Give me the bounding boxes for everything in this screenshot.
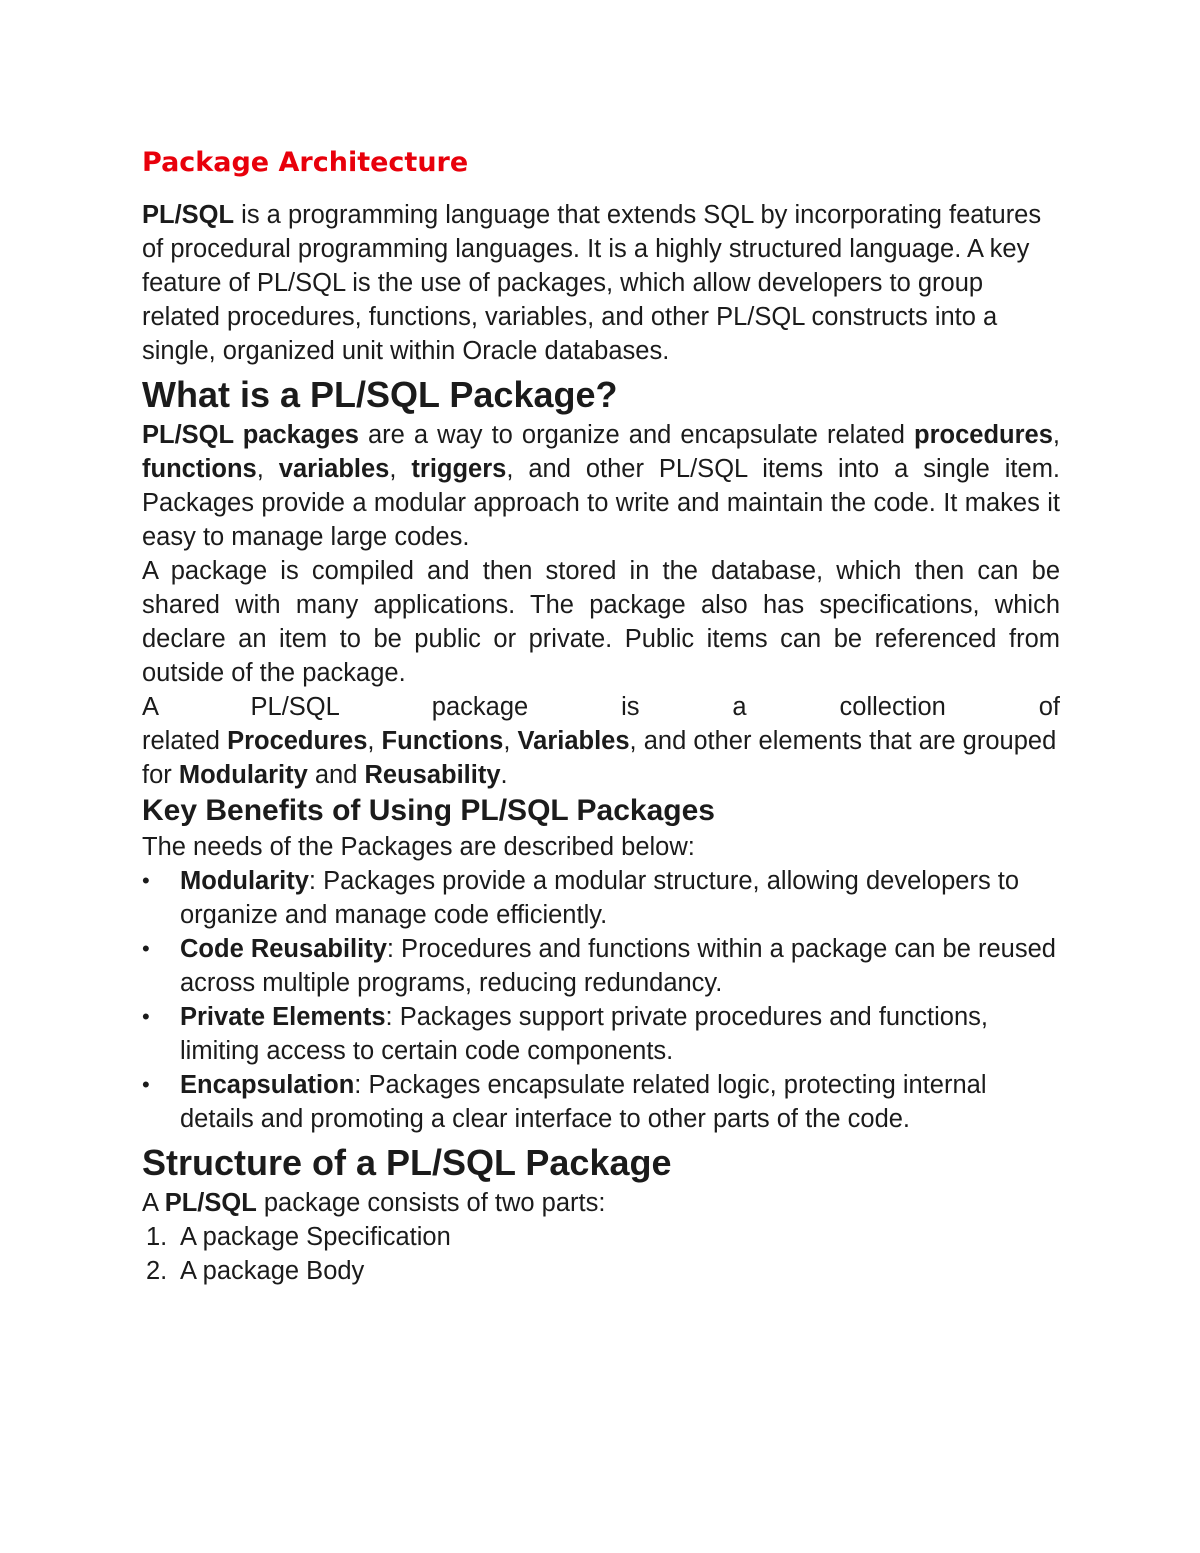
bold-term: Functions — [381, 727, 504, 755]
collection-line: A PL/SQL package is a collection of — [142, 693, 1060, 721]
list-item — [142, 932, 1060, 1000]
text-run: , — [256, 455, 279, 483]
text-run: , — [389, 455, 412, 483]
package-parts-list — [142, 1220, 1060, 1288]
text-run: , — [1052, 421, 1060, 449]
list-number: 2. — [146, 1257, 168, 1285]
text-run: A package Specification — [180, 1223, 451, 1251]
package-definition-paragraph — [142, 418, 1060, 554]
intro-text: is a programming language that extends SQL by incorporating features of procedural programming languages. It is a highly structured language. A key feature of PL/SQL is the use of packages, which allow developers to group related procedures, functions, variables, and other PL/SQL constructs into a single, organized unit within Oracle databases. — [142, 201, 1042, 365]
bold-term: PL/SQL packages — [142, 421, 359, 449]
list-item — [142, 1068, 1060, 1136]
text-run: , — [367, 727, 382, 755]
intro-paragraph — [142, 198, 1060, 368]
benefits-list — [142, 864, 1060, 1136]
bold-term: Modularity — [178, 761, 308, 789]
intro-bold-term: PL/SQL — [142, 201, 235, 229]
bold-term: Reusability — [364, 761, 501, 789]
text-run: are a way to organize and encapsulate related — [358, 421, 914, 449]
bold-term: Private Elements — [180, 1003, 386, 1031]
bold-term: Procedures — [227, 727, 368, 755]
text-run: . — [500, 761, 508, 789]
collection-paragraph — [142, 724, 1060, 792]
text-run: A — [142, 1189, 165, 1217]
bold-term: procedures — [914, 421, 1053, 449]
list-item — [142, 864, 1060, 932]
structure-intro — [142, 1186, 1060, 1220]
text-run: : Procedures and functions within a package can be reused across multiple programs, reducing redundancy. — [180, 935, 1056, 997]
bold-term: triggers — [411, 455, 507, 483]
document-title: Package Architecture — [142, 147, 469, 178]
bullet-icon: • — [142, 868, 150, 893]
benefits-intro: The needs of the Packages are described below: — [142, 833, 695, 861]
bold-term: Variables — [517, 727, 630, 755]
bullet-icon: • — [142, 1004, 150, 1029]
bold-term: functions — [142, 455, 257, 483]
bullet-icon: • — [142, 1072, 150, 1097]
bullet-icon: • — [142, 936, 150, 961]
text-run: : Packages encapsulate related logic, protecting internal details and promoting a clear interface to other parts of the code. — [180, 1071, 987, 1133]
bold-term: Encapsulation — [180, 1071, 355, 1099]
text-run: related — [142, 727, 228, 755]
document-page — [142, 138, 1060, 1288]
list-number: 1. — [146, 1223, 168, 1251]
section-heading-what-is-package: What is a PL/SQL Package? — [142, 374, 618, 415]
list-item — [142, 1254, 1060, 1288]
list-item — [142, 1220, 1060, 1254]
text-run: A package Body — [180, 1257, 365, 1285]
text-run: , and other PL/SQL items into a single item. Packages provide a modular approach to write and maintain the code. It makes it easy to manage large codes. — [142, 455, 1061, 551]
section-heading-structure: Structure of a PL/SQL Package — [142, 1142, 672, 1183]
bold-term: variables — [278, 455, 390, 483]
text-run: , and other elements that are grouped for — [142, 727, 1057, 789]
text-run: package consists of two parts: — [256, 1189, 606, 1217]
bold-term: PL/SQL — [164, 1189, 257, 1217]
bold-term: Modularity — [180, 867, 309, 895]
bold-term: Code Reusability — [180, 935, 387, 963]
text-run: : Packages support private procedures and functions, limiting access to certain code components. — [180, 1003, 988, 1065]
text-run: , — [503, 727, 518, 755]
text-run: : Packages provide a modular structure, allowing developers to organize and manage code efficiently. — [180, 867, 1020, 929]
text-run: and — [307, 761, 365, 789]
list-item — [142, 1000, 1060, 1068]
package-compiled-paragraph: A package is compiled and then stored in the database, which then can be shared with many applications. The package also has specifications, which declare an item to be public or private. Public items can be referenced from outside of the package. — [142, 557, 1060, 687]
section-heading-key-benefits: Key Benefits of Using PL/SQL Packages — [142, 794, 715, 827]
